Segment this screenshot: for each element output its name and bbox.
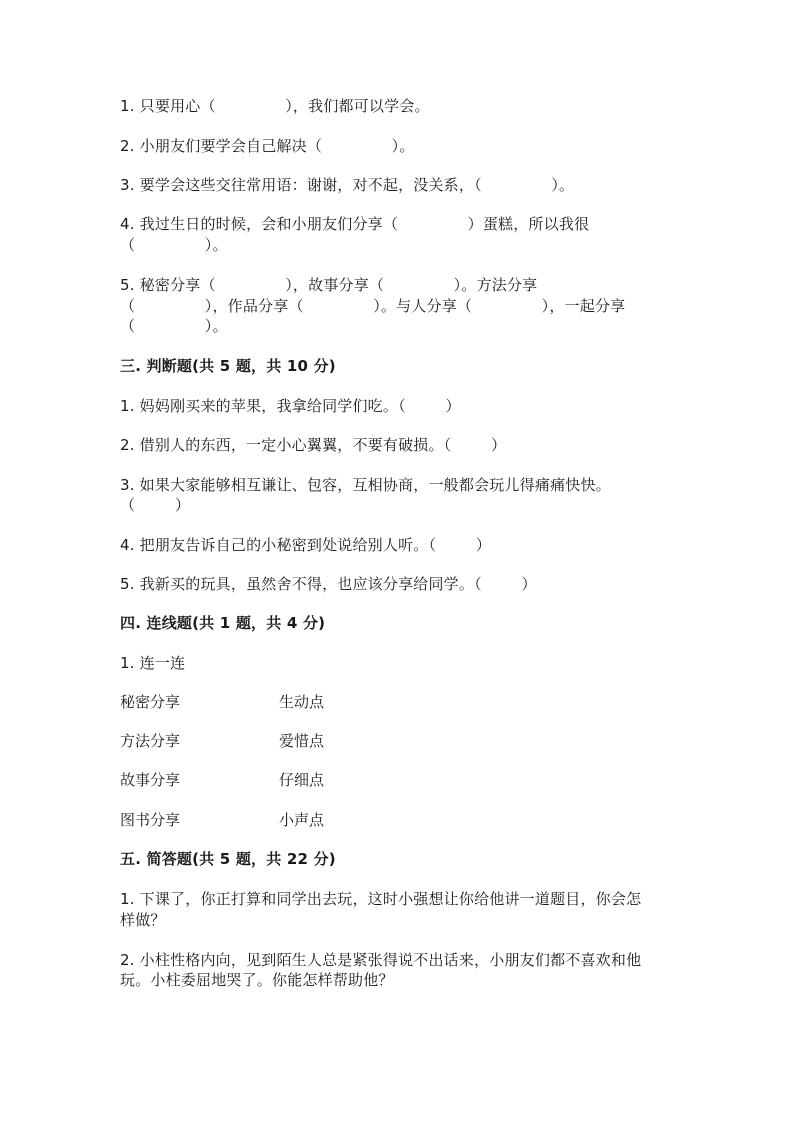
- judgment-q1: 1. 妈妈刚买来的苹果，我拿给同学们吃。（ ）: [120, 397, 461, 415]
- matching-left-item: 秘密分享: [120, 693, 181, 711]
- fill-blank-q4-line1: 4. 我过生日的时候，会和小朋友们分享（ ）蛋糕，所以我很: [120, 215, 590, 233]
- judgment-q4: 4. 把朋友告诉自己的小秘密到处说给别人听。（ ）: [120, 536, 492, 554]
- fill-blank-q4-line2: （ ）。: [120, 236, 228, 254]
- fill-blank-q2: 2. 小朋友们要学会自己解决（ ）。: [120, 137, 415, 155]
- short-answer-q1-line1: 1. 下课了，你正打算和同学出去玩，这时小强想让你给他讲一道题目，你会怎: [120, 890, 642, 908]
- fill-blank-q5-line1: 5. 秘密分享（ ），故事分享（ ）。方法分享: [120, 276, 538, 294]
- fill-blank-q1: 1. 只要用心（ ），我们都可以学会。: [120, 97, 430, 115]
- judgment-q3-line1: 3. 如果大家能够相互谦让、包容，互相协商，一般都会玩儿得痛痛快快。: [120, 476, 611, 494]
- matching-left-item: 故事分享: [120, 771, 181, 789]
- matching-left-item: 图书分享: [120, 811, 181, 829]
- short-answer-q1-line2: 样做？: [120, 911, 166, 929]
- judgment-q5: 5. 我新买的玩具，虽然舍不得，也应该分享给同学。（ ）: [120, 575, 537, 593]
- fill-blank-q3: 3. 要学会这些交往常用语：谢谢，对不起，没关系，（ ）。: [120, 176, 575, 194]
- matching-right-item: 生动点: [279, 693, 325, 711]
- matching-heading: 四. 连线题(共 1 题，共 4 分): [120, 614, 326, 632]
- short-answer-q2-line2: 玩。小柱委屈地哭了。你能怎样帮助他？: [120, 971, 394, 989]
- matching-right-item: 爱惜点: [279, 732, 325, 750]
- fill-blank-q5-line3: （ ）。: [120, 317, 228, 335]
- matching-right-item: 小声点: [279, 811, 325, 829]
- judgment-heading: 三. 判断题(共 5 题，共 10 分): [120, 357, 336, 375]
- matching-right-item: 仔细点: [279, 771, 325, 789]
- matching-left-item: 方法分享: [120, 732, 181, 750]
- short-answer-q2-line1: 2. 小柱性格内向，见到陌生人总是紧张得说不出话来，小朋友们都不喜欢和他: [120, 951, 642, 969]
- judgment-q2: 2. 借别人的东西，一定小心翼翼，不要有破损。（ ）: [120, 436, 507, 454]
- short-answer-heading: 五. 简答题(共 5 题，共 22 分): [120, 850, 336, 868]
- judgment-q3-line2: （ ）: [120, 496, 191, 514]
- fill-blank-q5-line2: （ ），作品分享（ ）。与人分享（ ），一起分享: [120, 297, 626, 315]
- matching-prompt: 1. 连一连: [120, 654, 186, 672]
